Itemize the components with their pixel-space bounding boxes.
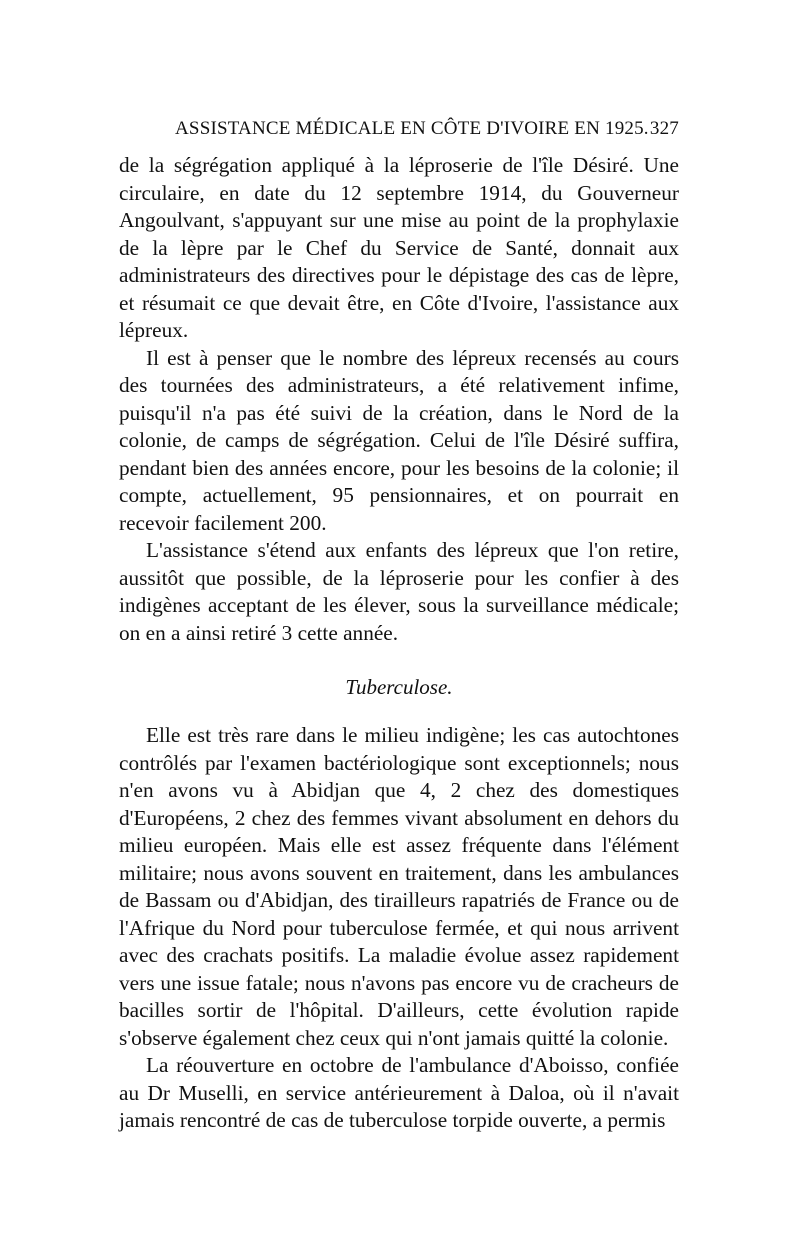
page-number: 327 <box>649 118 679 139</box>
paragraph-children: L'assistance s'étend aux enfants des lépreux que l'on retire, aussitôt que possible, de la léproserie pour les confier à des indigènes acceptant de les élever, sous la surveillance médicale; on en a ainsi retiré 3 cette année. <box>119 538 679 645</box>
section-heading: Tuberculose. <box>345 675 453 699</box>
running-head <box>175 118 679 152</box>
paragraph-aboisso: La réouverture en octobre de l'ambulance d'Aboisso, confiée au Dr Muselli, en service antérieurement à Daloa, où il n'avait jamais rencontré de cas de tuberculose torpide ouverte, a permis <box>119 1053 679 1132</box>
paragraph-continuation: de la ségrégation appliqué à la léproserie de l'île Désiré. Une circulaire, en date du 12 septembre 1914, du Gouverneur Angoulvant, s'appuyant sur une mise au point de la prophylaxie de la lèpre par le Chef du Service de Santé, donnait aux administrateurs des directives pour le dépistage des cas de lèpre, et résumait ce que devait être, en Côte d'Ivoire, l'assistance aux lépreux. <box>119 153 679 342</box>
running-title: ASSISTANCE MÉDICALE EN CÔTE D'IVOIRE EN 1925. <box>175 118 649 139</box>
book-page <box>119 118 679 1135</box>
paragraph-lepers-count: Il est à penser que le nombre des lépreux recensés au cours des tournées des administrateurs, a été relativement infime, puisqu'il n'a pas été suivi de la création, dans le Nord de la colonie, de camps de ségrégation. Celui de l'île Désiré suffira, pendant bien des années encore, pour les besoins de la colonie; il compte, actuellement, 95 pensionnaires, et on pourrait en recevoir facilement 200. <box>119 345 679 535</box>
paragraph-tuberculosis: Elle est très rare dans le milieu indigène; les cas autochtones contrôlés par l'examen bactériologique sont exceptionnels; nous n'en avons vu à Abidjan que 4, 2 chez des domestiques d'Européens, 2 chez des femmes vivant absolument en dehors du milieu européen. Mais elle est assez fréquente dans l'élément militaire; nous avons souvent en traitement, dans les ambulances de Bassam ou d'Abidjan, des tirailleurs rapatriés de France ou de l'Afrique du Nord pour tuberculose fermée, et qui nous arrivent avec des crachats positifs. La maladie évolue assez rapidement vers une issue fatale; nous n'avons pas encore vu de cracheurs de bacilles sortir de l'hôpital. D'ailleurs, cette évolution rapide s'observe également chez ceux qui n'ont jamais quitté la colonie. <box>119 723 679 1050</box>
